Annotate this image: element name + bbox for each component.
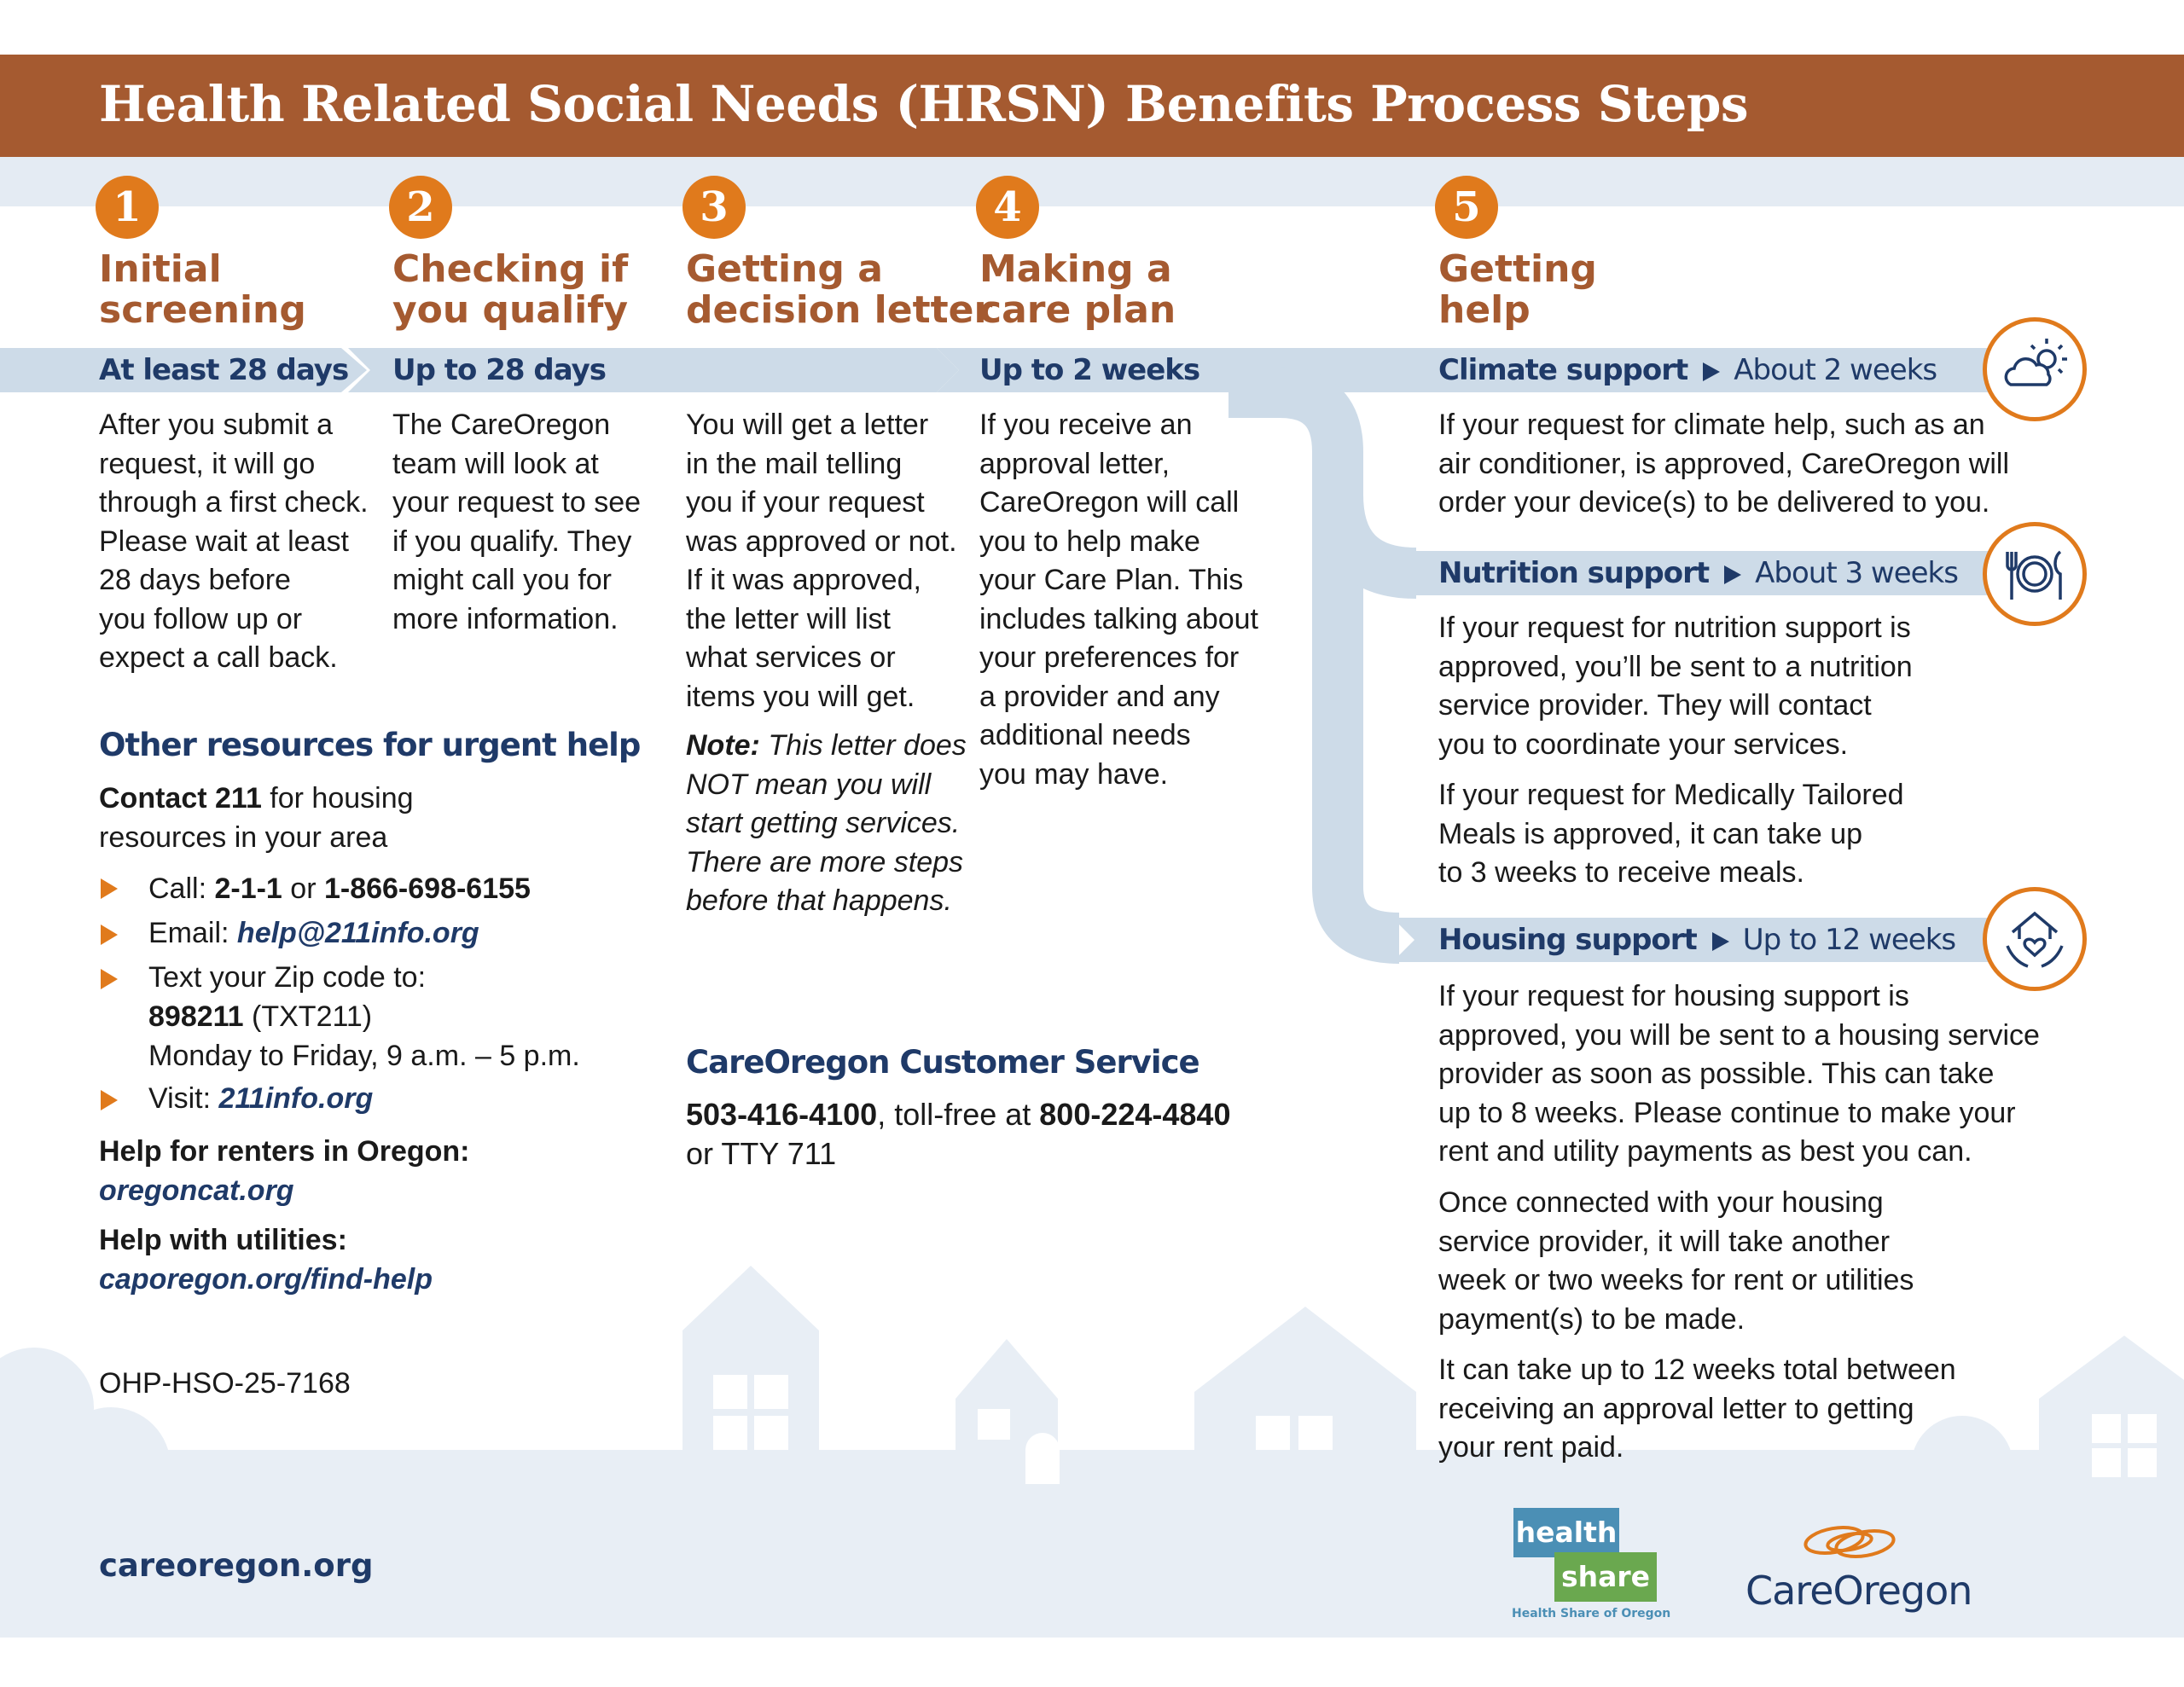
customer-service-phones <box>686 1095 1230 1134</box>
nutrition-support-time: About 3 weeks <box>1755 556 1958 590</box>
visit-line <box>148 1080 373 1119</box>
step-3-text: You will get a letter in the mail telling you if your request was approved or not. If it was approved, the letter will list what services or items you will get. <box>686 409 957 713</box>
step-4-title: Making a care plan <box>979 247 1176 332</box>
nutrition-support-label: Nutrition support <box>1438 556 1710 590</box>
visit-link[interactable]: 211info.org <box>218 1082 374 1115</box>
step-2-text: The CareOregon team will look at your request to see if you qualify. They might call you for more information. <box>392 409 642 635</box>
call-line <box>148 870 531 909</box>
call-or: or <box>282 872 324 905</box>
document-code: OHP-HSO-25-7168 <box>99 1367 351 1400</box>
page-title: Health Related Social Needs (HRSN) Benefits Process Steps <box>99 75 1749 133</box>
call-label: Call: <box>148 872 215 905</box>
step-4-text: If you receive an approval letter, CareOregon will call you to help make your Care Plan. This includes talking about your preferences for a provider and any additional needs you may have. <box>979 409 1259 791</box>
nutrition-support-text-2: If your request for Medically Tailored Meals is approved, it can take up to 3 weeks to receive meals. <box>1438 779 1904 889</box>
house-heart-icon <box>1983 887 2087 991</box>
bullet-arrow-icon <box>101 1090 118 1110</box>
email-link[interactable]: help@211info.org <box>236 917 479 949</box>
contact-211-rest: for housing resources in your area <box>99 782 414 854</box>
step-5-title: Getting help <box>1438 247 1597 332</box>
footer-url-link[interactable]: careoregon.org <box>99 1547 374 1584</box>
text-number[interactable]: 898211 <box>148 1000 244 1033</box>
text-number-note: (TXT211) <box>243 1000 373 1033</box>
step-3-note <box>686 727 967 921</box>
step-2-number: 2 <box>389 176 452 239</box>
note-text: This letter does NOT mean you will start getting services. There are more steps before that happens. <box>686 729 967 917</box>
careoregon-swirl-icon <box>1792 1515 1911 1569</box>
utilities-link[interactable]: caporegon.org/find-help <box>99 1263 433 1296</box>
customer-service-heading: CareOregon Customer Service <box>686 1044 1199 1081</box>
step-1-title: Initial screening <box>99 247 306 332</box>
climate-support-time: About 2 weeks <box>1734 353 1937 387</box>
bullet-arrow-icon <box>101 969 118 989</box>
step-5-number: 5 <box>1435 176 1498 239</box>
step-3-title: Getting a decision letter <box>686 247 993 332</box>
step-2-title: Checking if you qualify <box>392 247 629 332</box>
step-3-number: 3 <box>682 176 746 239</box>
climate-support-bar <box>1438 348 1937 392</box>
step-1-duration: At least 28 days <box>99 353 349 387</box>
step-4-number: 4 <box>976 176 1039 239</box>
step-1-text: After you submit a request, it will go through a first check. Please wait at least 28 days before you follow up or expect a call back. <box>99 409 369 674</box>
customer-service-mid: , toll-free at <box>877 1097 1040 1132</box>
housing-support-label: Housing support <box>1438 923 1697 957</box>
customer-service-phone[interactable]: 503-416-4100 <box>686 1097 878 1132</box>
play-arrow-icon <box>1703 362 1720 381</box>
step-1-number: 1 <box>96 176 159 239</box>
climate-support-label: Climate support <box>1438 353 1688 387</box>
bullet-arrow-icon <box>101 925 118 945</box>
healthshare-logo-subtitle: Health Share of Oregon <box>1512 1607 1671 1620</box>
note-label: Note: <box>686 729 760 762</box>
top-band <box>0 157 2184 206</box>
healthshare-logo-top: health <box>1513 1508 1619 1557</box>
housing-support-text-2: Once connected with your housing service provider, it will take another week or two weeks for rent or utilities payment(s) to be made. <box>1438 1186 1914 1336</box>
step-4-duration: Up to 2 weeks <box>979 353 1200 387</box>
call-211-link[interactable]: 2-1-1 <box>214 872 282 905</box>
nutrition-support-bar <box>1438 551 1958 595</box>
contact-211-label: Contact 211 <box>99 782 262 815</box>
careoregon-logo-text: CareOregon <box>1745 1568 1972 1614</box>
contact-211-text <box>99 780 414 857</box>
step-2-duration: Up to 28 days <box>392 353 607 387</box>
renters-label: Help for renters in Oregon: <box>99 1135 470 1168</box>
plate-utensils-icon <box>1983 522 2087 626</box>
housing-support-text-3: It can take up to 12 weeks total between receiving an approval letter to getting your rent paid. <box>1438 1354 1956 1464</box>
text-number-line <box>148 998 372 1037</box>
climate-support-text: If your request for climate help, such as an air conditioner, is approved, CareOregon will order your device(s) to be delivered to you. <box>1438 409 2010 519</box>
bullet-arrow-icon <box>101 878 118 899</box>
call-phone-link[interactable]: 1-866-698-6155 <box>323 872 531 905</box>
text-line <box>148 959 426 998</box>
email-label: Email: <box>148 917 237 949</box>
renters-link[interactable]: oregoncat.org <box>99 1174 294 1207</box>
nutrition-support-text-1: If your request for nutrition support is approved, you’ll be sent to a nutrition service provider. They will contact you to coordinate your services. <box>1438 612 1913 761</box>
housing-support-time: Up to 12 weeks <box>1742 923 1956 957</box>
play-arrow-icon <box>1724 565 1741 584</box>
email-line <box>148 914 479 954</box>
text-label: Text your Zip code to: <box>148 961 427 994</box>
customer-service-tollfree[interactable]: 800-224-4840 <box>1039 1097 1231 1132</box>
resources-heading: Other resources for urgent help <box>99 727 641 763</box>
visit-label: Visit: <box>148 1082 219 1115</box>
utilities-label: Help with utilities: <box>99 1224 347 1256</box>
text-hours: Monday to Friday, 9 a.m. – 5 p.m. <box>148 1040 580 1072</box>
housing-support-text-1: If your request for housing support is approved, you will be sent to a housing service provider as soon as possible. This can take up to 8 weeks. Please continue to make your rent and utility payments as best you can. <box>1438 980 2040 1168</box>
play-arrow-icon <box>1712 932 1729 951</box>
housing-support-bar <box>1438 918 1955 962</box>
customer-service-tty: or TTY 711 <box>686 1136 837 1171</box>
healthshare-logo-bottom: share <box>1554 1552 1657 1602</box>
